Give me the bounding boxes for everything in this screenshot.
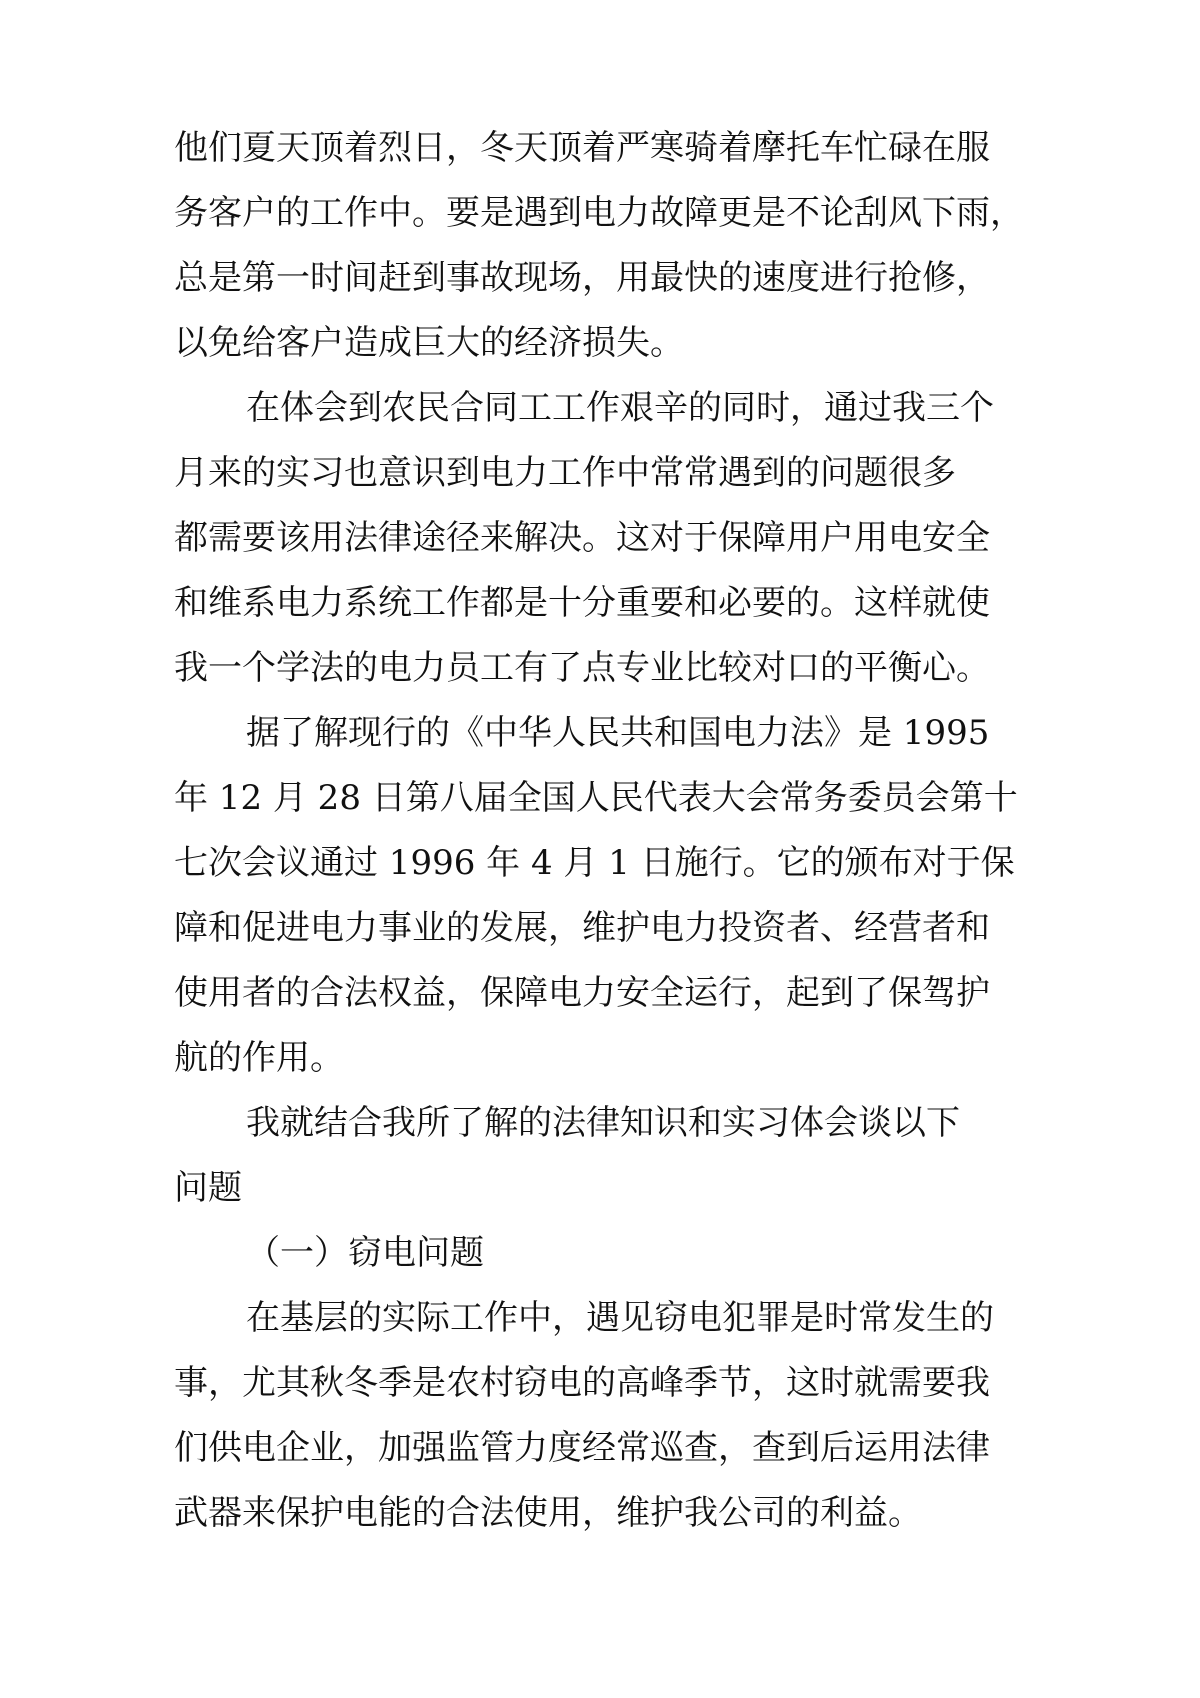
paragraph-3-line-2: 年 12 月 28 日第八届全国人民代表大会常务委员会第十 [174,778,1018,818]
paragraph-3-line-3: 七次会议通过 1996 年 4 月 1 日施行。它的颁布对于保 [174,843,1015,883]
paragraph-2-line-2: 月来的实习也意识到电力工作中常常遇到的问题很多 [174,453,956,493]
paragraph-3-line-1: 据了解现行的《中华人民共和国电力法》是 1995 [246,713,990,753]
paragraph-1-line-1: 他们夏天顶着烈日，冬天顶着严寒骑着摩托车忙碌在服 [174,128,990,168]
paragraph-2-line-1: 在体会到农民合同工工作艰辛的同时，通过我三个 [246,388,994,428]
paragraph-3-line-6: 航的作用。 [174,1038,344,1078]
paragraph-3-line-4: 障和促进电力事业的发展，维护电力投资者、经营者和 [174,908,990,948]
paragraph-4-line-1: 我就结合我所了解的法律知识和实习体会谈以下 [246,1103,960,1143]
document-body [174,116,1036,1546]
paragraph-5-line-1: 在基层的实际工作中，遇见窃电犯罪是时常发生的 [246,1298,994,1338]
paragraph-4-line-2: 问题 [174,1168,242,1208]
paragraph-1-line-2: 务客户的工作中。要是遇到电力故障更是不论刮风下雨， [174,193,1024,233]
paragraph-5-line-3: 们供电企业，加强监管力度经常巡查，查到后运用法律 [174,1428,990,1468]
paragraph-5-line-4: 武器来保护电能的合法使用，维护我公司的利益。 [174,1493,922,1533]
paragraph-1-line-4: 以免给客户造成巨大的经济损失。 [174,323,684,363]
paragraph-2-line-3: 都需要该用法律途径来解决。这对于保障用户用电安全 [174,518,990,558]
paragraph-1-line-3: 总是第一时间赶到事故现场，用最快的速度进行抢修， [174,258,990,298]
section-heading: （一）窃电问题 [246,1233,484,1273]
paragraph-2-line-4: 和维系电力系统工作都是十分重要和必要的。这样就使 [174,583,990,623]
paragraph-3-line-5: 使用者的合法权益，保障电力安全运行，起到了保驾护 [174,973,990,1013]
paragraph-2-line-5: 我一个学法的电力员工有了点专业比较对口的平衡心。 [174,648,990,688]
paragraph-5-line-2: 事，尤其秋冬季是农村窃电的高峰季节，这时就需要我 [174,1363,990,1403]
